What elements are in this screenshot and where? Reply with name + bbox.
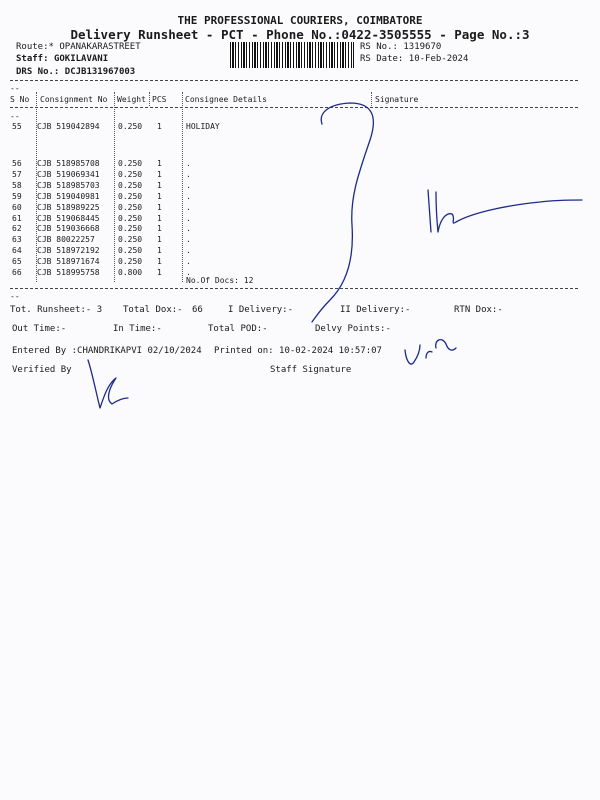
row-details: HOLIDAY (186, 122, 220, 131)
row-consignment: CJB 519069341 (37, 169, 100, 179)
row-pcs: 1 (157, 180, 162, 190)
row-pcs: 1 (157, 268, 162, 277)
row-sno: 55 (12, 122, 22, 131)
row-weight: 0.250 (118, 213, 143, 223)
row-weight: 0.250 (118, 246, 143, 256)
out-time: Out Time:- (12, 324, 67, 334)
ii-delivery: II Delivery:- (340, 305, 411, 315)
row-sno: 60 (12, 202, 22, 212)
route-line: Route:* OPANAKARASTREET (16, 42, 141, 52)
row-weight: 0.250 (118, 122, 143, 131)
entered-by: Entered By :CHANDRIKAPVI 02/10/2024 (12, 346, 202, 356)
row-sno: 65 (12, 257, 22, 267)
staff-signature-label: Staff Signature (270, 365, 352, 375)
runsheet-subtitle: Delivery Runsheet - PCT - Phone No.:0422-3505555 - Page No.:3 (70, 27, 530, 42)
row-weight: 0.250 (118, 159, 143, 168)
delvy-points: Delvy Points:- (315, 324, 391, 334)
row-weight: 0.250 (118, 169, 143, 179)
row-weight: 0.800 (118, 268, 143, 277)
company-title: THE PROFESSIONAL COURIERS, COIMBATORE (177, 14, 423, 27)
signature-mark (428, 190, 431, 232)
rtn-dox: RTN Dox:- (454, 305, 503, 315)
row-details: . (186, 202, 191, 212)
row-consignment: CJB 519068445 (37, 213, 100, 223)
row-sno: 58 (12, 180, 22, 190)
row-consignment: CJB 518972192 (37, 246, 100, 256)
row-weight: 0.250 (118, 257, 143, 267)
staff-label: Staff: (16, 54, 49, 64)
row-sno: 56 (12, 159, 22, 168)
row-details: . (186, 224, 191, 234)
row-pcs: 1 (157, 257, 162, 267)
verified-mark (88, 360, 128, 408)
row-consignment: CJB 519036668 (37, 224, 100, 234)
row-details: . (186, 159, 191, 168)
row-pcs: 1 (157, 202, 162, 212)
row-weight: 0.250 (118, 180, 143, 190)
tot-runsheet: Tot. Runsheet:- 3 (10, 305, 103, 315)
row-sno: 64 (12, 246, 22, 256)
row-details: . (186, 213, 191, 223)
pen-stroke (312, 103, 373, 322)
printed-on: Printed on: 10-02-2024 10:57:07 (214, 346, 382, 356)
row-details: . (186, 268, 191, 277)
row-consignment: CJB 518989225 (37, 202, 100, 212)
row-pcs: 1 (157, 122, 162, 131)
row-details: . (186, 246, 191, 256)
row-sno: 63 (12, 235, 22, 245)
row-sno: 57 (12, 169, 22, 179)
row-consignment: CJB 519040981 (37, 191, 100, 201)
row-consignment: CJB 518985703 (37, 180, 100, 190)
row-weight: 0.250 (118, 202, 143, 212)
drs-label: DRS No.: (16, 67, 60, 77)
row-sno: 59 (12, 191, 22, 201)
total-dox-value: 66 (192, 305, 203, 315)
col-sno: S No (10, 95, 30, 104)
staff-value: GOKILAVANI (53, 54, 109, 64)
row-weight: 0.250 (118, 191, 143, 201)
route-label: Route: (16, 42, 49, 52)
row-weight: 0.250 (118, 224, 143, 234)
total-pod: Total POD:- (208, 324, 268, 334)
col-weight: Weight (117, 95, 146, 104)
row-pcs: 1 (157, 159, 162, 168)
row-pcs: 1 (157, 235, 162, 245)
row-details: . (186, 191, 191, 201)
row-details: . (186, 257, 191, 267)
row-pcs: 1 (157, 224, 162, 234)
row-details: . (186, 180, 191, 190)
row-sno: 66 (12, 268, 22, 277)
i-delivery: I Delivery:- (228, 305, 294, 315)
col-details: Consignee Details (185, 95, 267, 104)
total-dox-label: Total Dox:- (123, 305, 183, 315)
row-consignment: CJB 518971674 (37, 257, 100, 267)
row-weight: 0.250 (118, 235, 143, 245)
row-consignment: CJB 519042894 (37, 122, 100, 131)
row-pcs: 1 (157, 191, 162, 201)
rs-no-label: RS No.: (360, 42, 398, 52)
verified-by: Verified By (12, 365, 72, 375)
row-details: . (186, 169, 191, 179)
row-consignment: CJB 518985708 (37, 159, 100, 168)
row-sno: 62 (12, 224, 22, 234)
col-consignment: Consignment No (40, 95, 108, 104)
row-consignment: CJB 518995758 (37, 268, 100, 277)
row-details: . (186, 235, 191, 245)
row-pcs: 1 (157, 213, 162, 223)
drs-value: DCJB131967003 (64, 67, 136, 77)
rs-date-label: RS Date: (360, 54, 404, 64)
initials-mark (426, 351, 432, 358)
signature-mark (436, 192, 582, 232)
in-time: In Time:- (113, 324, 162, 334)
initials-mark (436, 340, 456, 350)
route-value: OPANAKARASTREET (59, 42, 141, 52)
initials-mark (405, 345, 420, 364)
col-signature: Signature (375, 95, 419, 104)
row-consignment: CJB 80022257 (37, 235, 95, 245)
docs-count: No.Of Docs: 12 (186, 276, 254, 285)
row-sno: 61 (12, 213, 22, 223)
rs-date-value: 10-Feb-2024 (408, 54, 469, 64)
row-pcs: 1 (157, 246, 162, 256)
rs-no-value: 1319670 (403, 42, 442, 52)
row-pcs: 1 (157, 169, 162, 179)
col-pcs: PCS (152, 95, 167, 104)
